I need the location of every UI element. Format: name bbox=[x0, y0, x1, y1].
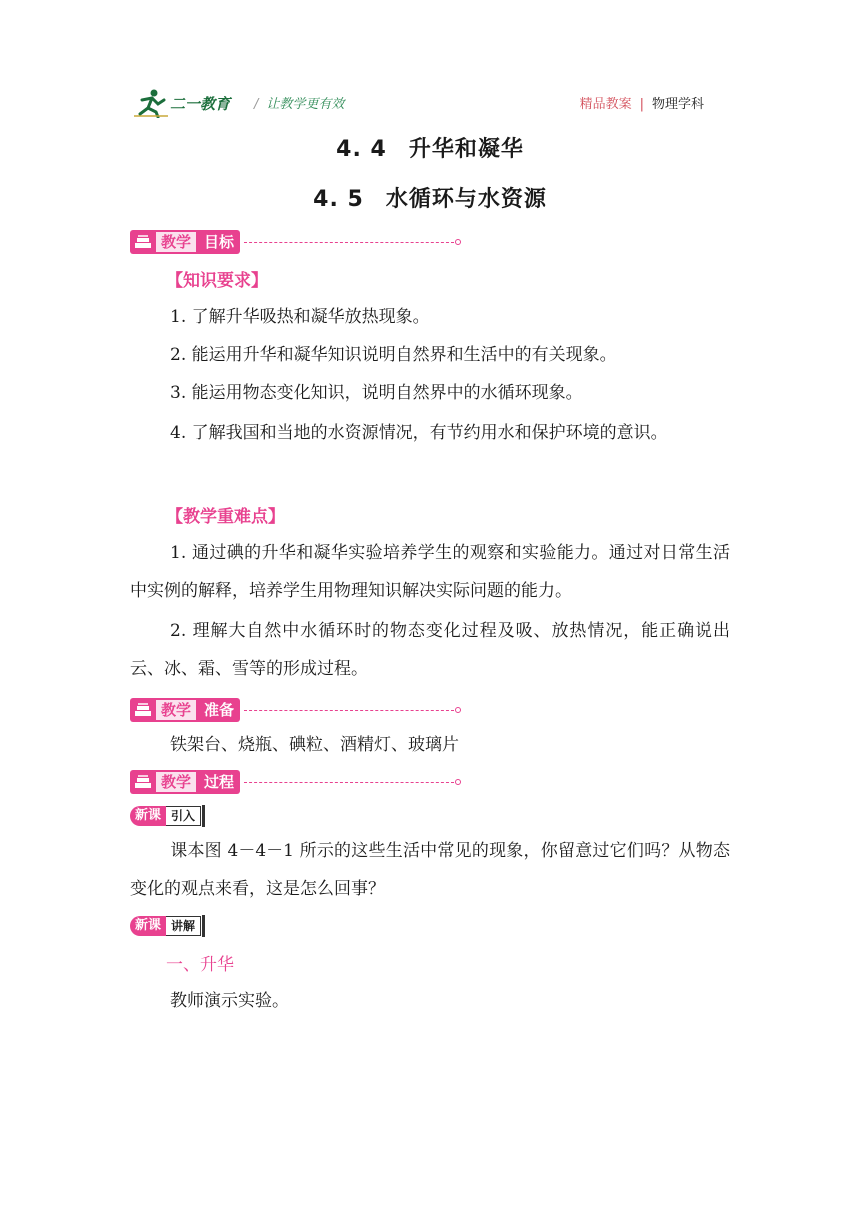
logo-text: 二一教育 bbox=[170, 94, 231, 113]
book-stack-icon bbox=[130, 770, 156, 794]
header-tag-subject: 物理学科 bbox=[651, 97, 704, 112]
slogan bbox=[254, 93, 344, 112]
section-goals-label-a: 教学 bbox=[156, 230, 198, 254]
divider-end-dot bbox=[455, 239, 461, 245]
runner-logo-icon bbox=[134, 88, 168, 118]
slogan-separator: / bbox=[254, 97, 259, 112]
keypoint-item: 2. 理解大自然中水循环时的物态变化过程及吸、放热情况，能正确说出云、冰、霜、雪等的形成过程。 bbox=[130, 621, 730, 679]
keypoints-heading: 【教学重难点】 bbox=[166, 507, 285, 527]
demo-text: 教师演示实验。 bbox=[170, 991, 289, 1011]
tag-explain bbox=[130, 915, 205, 937]
dashed-divider bbox=[244, 242, 454, 243]
intro-text: 课本图 4－4－1 所示的这些生活中常见的现象，你留意过它们吗？从物态变化的观点来看，这是怎么回事？ bbox=[130, 841, 730, 899]
tag-end-bar bbox=[202, 915, 205, 937]
slogan-text: 让教学更有效 bbox=[266, 97, 345, 112]
knowledge-item: 1. 了解升华吸热和凝华放热现象。 bbox=[170, 307, 430, 327]
tag-intro-label-b: 引入 bbox=[166, 806, 201, 826]
section-prep-label-b: 准备 bbox=[198, 698, 240, 722]
tag-end-bar bbox=[202, 805, 205, 827]
page-title-1 bbox=[0, 132, 860, 163]
section-banner-process bbox=[130, 770, 461, 794]
book-stack-icon bbox=[130, 230, 156, 254]
dashed-divider bbox=[244, 710, 454, 711]
knowledge-item: 4. 了解我国和当地的水资源情况，有节约用水和保护环境的意识。 bbox=[170, 423, 668, 443]
book-stack-icon bbox=[130, 698, 156, 722]
header-tag-lesson: 精品教案 bbox=[579, 97, 632, 112]
keypoint-item: 1. 通过碘的升华和凝华实验培养学生的观察和实验能力。通过对日常生活中实例的解释，培养学生用物理知识解决实际问题的能力。 bbox=[130, 543, 730, 601]
section-prep-label-a: 教学 bbox=[156, 698, 198, 722]
knowledge-item: 2. 能运用升华和凝华知识说明自然界和生活中的有关现象。 bbox=[170, 345, 617, 365]
knowledge-heading: 【知识要求】 bbox=[166, 271, 268, 291]
tag-explain-label-b: 讲解 bbox=[166, 916, 201, 936]
tag-intro bbox=[130, 805, 205, 827]
knowledge-item: 3. 能运用物态变化知识，说明自然界中的水循环现象。 bbox=[170, 383, 583, 403]
title-2-number: 4. 5 bbox=[313, 187, 364, 212]
title-1-number: 4. 4 bbox=[336, 137, 387, 162]
title-1-text: 升华和凝华 bbox=[408, 137, 524, 162]
tag-explain-label-a: 新课 bbox=[130, 916, 166, 936]
logo bbox=[134, 88, 230, 118]
section-banner-goals bbox=[130, 230, 461, 254]
header-right bbox=[580, 93, 704, 112]
section-process-label-b: 过程 bbox=[198, 770, 240, 794]
page-title-2 bbox=[0, 182, 860, 213]
title-2-text: 水循环与水资源 bbox=[385, 187, 547, 212]
section-goals-label-b: 目标 bbox=[198, 230, 240, 254]
divider-end-dot bbox=[455, 779, 461, 785]
dashed-divider bbox=[244, 782, 454, 783]
page-header bbox=[134, 86, 704, 120]
section-banner-prep bbox=[130, 698, 461, 722]
prep-materials: 铁架台、烧瓶、碘粒、酒精灯、玻璃片 bbox=[170, 735, 459, 755]
divider-end-dot bbox=[455, 707, 461, 713]
sublimation-heading: 一、升华 bbox=[166, 955, 234, 975]
header-divider: | bbox=[639, 97, 644, 112]
section-process-label-a: 教学 bbox=[156, 770, 198, 794]
tag-intro-label-a: 新课 bbox=[130, 806, 166, 826]
